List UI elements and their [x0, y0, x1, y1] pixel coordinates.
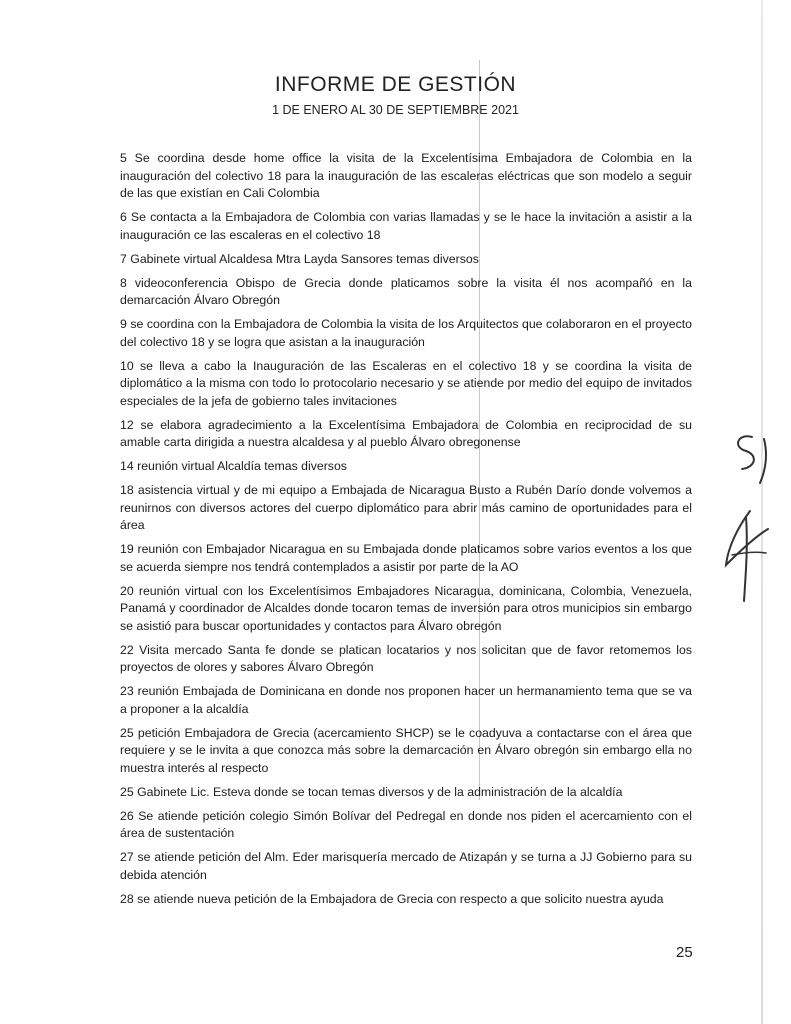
entry: 5 Se coordina desde home office la visita de la Excelentísima Embajadora de Colombia en la inauguración del colectivo 18 para la inauguración de las escaleras eléctricas que son modelo a seguir de las que existían en Cali Colombia: [120, 151, 692, 200]
entry: 18 asistencia virtual y de mi equipo a Embajada de Nicaragua Busto a Rubén Darío donde volvemos a reunirnos con diversos actores del cuerpo diplomático para abrir más camino de oportunidades para el área: [120, 483, 692, 532]
entry: 12 se elabora agradecimiento a la Excelentísima Embajadora de Colombia en reciprocidad de su amable carta dirigida a nuestra alcaldesa y al pueblo Álvaro obregonense: [120, 417, 692, 449]
entry: 19 reunión con Embajador Nicaragua en su Embajada donde platicamos sobre varios eventos a los que se acuerda siempre nos tendrá contemplados a asistir por parte de la AO: [120, 542, 692, 574]
entry: 26 Se atiende petición colegio Simón Bolívar del Pedregal en donde nos piden el acercamiento con el área de sustentación: [120, 808, 692, 840]
entry: 27 se atiende petición del Alm. Eder marisquería mercado de Atizapán y se turna a JJ Gobierno para su debida atención: [120, 850, 692, 882]
entry: 25 petición Embajadora de Grecia (acercamiento SHCP) se le coadyuva a contactarse con el área que requiere y se le invita a que conozca más sobre la demarcación en Álvaro obregón sin embargo ella no muestra interés al respecto: [120, 725, 692, 775]
entry: 6 Se contacta a la Embajadora de Colombia con varias llamadas y se le hace la invitación a asistir a la inauguración ce las escaleras en el colectivo 18: [120, 210, 692, 242]
entry: 20 reunión virtual con los Excelentísimos Embajadores Nicaragua, dominicana, Colombia, Venezuela, Panamá y coordinador de Alcaldes donde tocaron temas de inversión para otros municipios sin embargo se asistió para buscar oportunidades y contactos para Álvaro obregón: [120, 583, 692, 633]
entry: 9 se coordina con la Embajadora de Colombia la visita de los Arquitectos que colaboraron en el proyecto del colectivo 18 y se logra que asistan a la inauguración: [120, 317, 692, 349]
entry: 14 reunión virtual Alcaldía temas diversos: [120, 459, 347, 473]
entry: 8 videoconferencia Obispo de Grecia donde platicamos sobre la visita él nos acompañó en la demarcación Álvaro Obregón: [120, 275, 692, 307]
entry: 25 Gabinete Lic. Esteva donde se tocan temas diversos y de la administración de la alcaldía: [120, 784, 623, 799]
entry: 22 Visita mercado Santa fe donde se platican locatarios y nos solicitan que de favor retomemos los proyectos de olores y sabores Álvaro Obregón: [120, 642, 692, 674]
entry: 23 reunión Embajada de Dominicana en donde nos proponen hacer un hermanamiento tema que se va a proponer a la alcaldía: [120, 684, 692, 716]
entry: 28 se atiende nueva petición de la Embajadora de Grecia con respecto a que solicito nuestra ayuda: [120, 891, 664, 906]
page-number: 25: [676, 944, 693, 961]
document-title: INFORME DE GESTIÓN: [274, 73, 517, 96]
entry: 7 Gabinete virtual Alcaldesa Mtra Layda Sansores temas diversos: [120, 251, 479, 266]
report-period: 1 DE ENERO AL 30 DE SEPTIEMBRE 2021: [272, 103, 519, 117]
entries-list: [120, 150, 692, 915]
entry: 10 se lleva a cabo la Inauguración de las Escaleras en el colectivo 18 y se coordina la visita de diplomático a la misma con todo lo protocolario necesario y se atiende por medio del equipo de invitados especiales de la jefa de gobierno tales invitaciones: [120, 358, 692, 408]
handwritten-signature: [712, 425, 782, 615]
